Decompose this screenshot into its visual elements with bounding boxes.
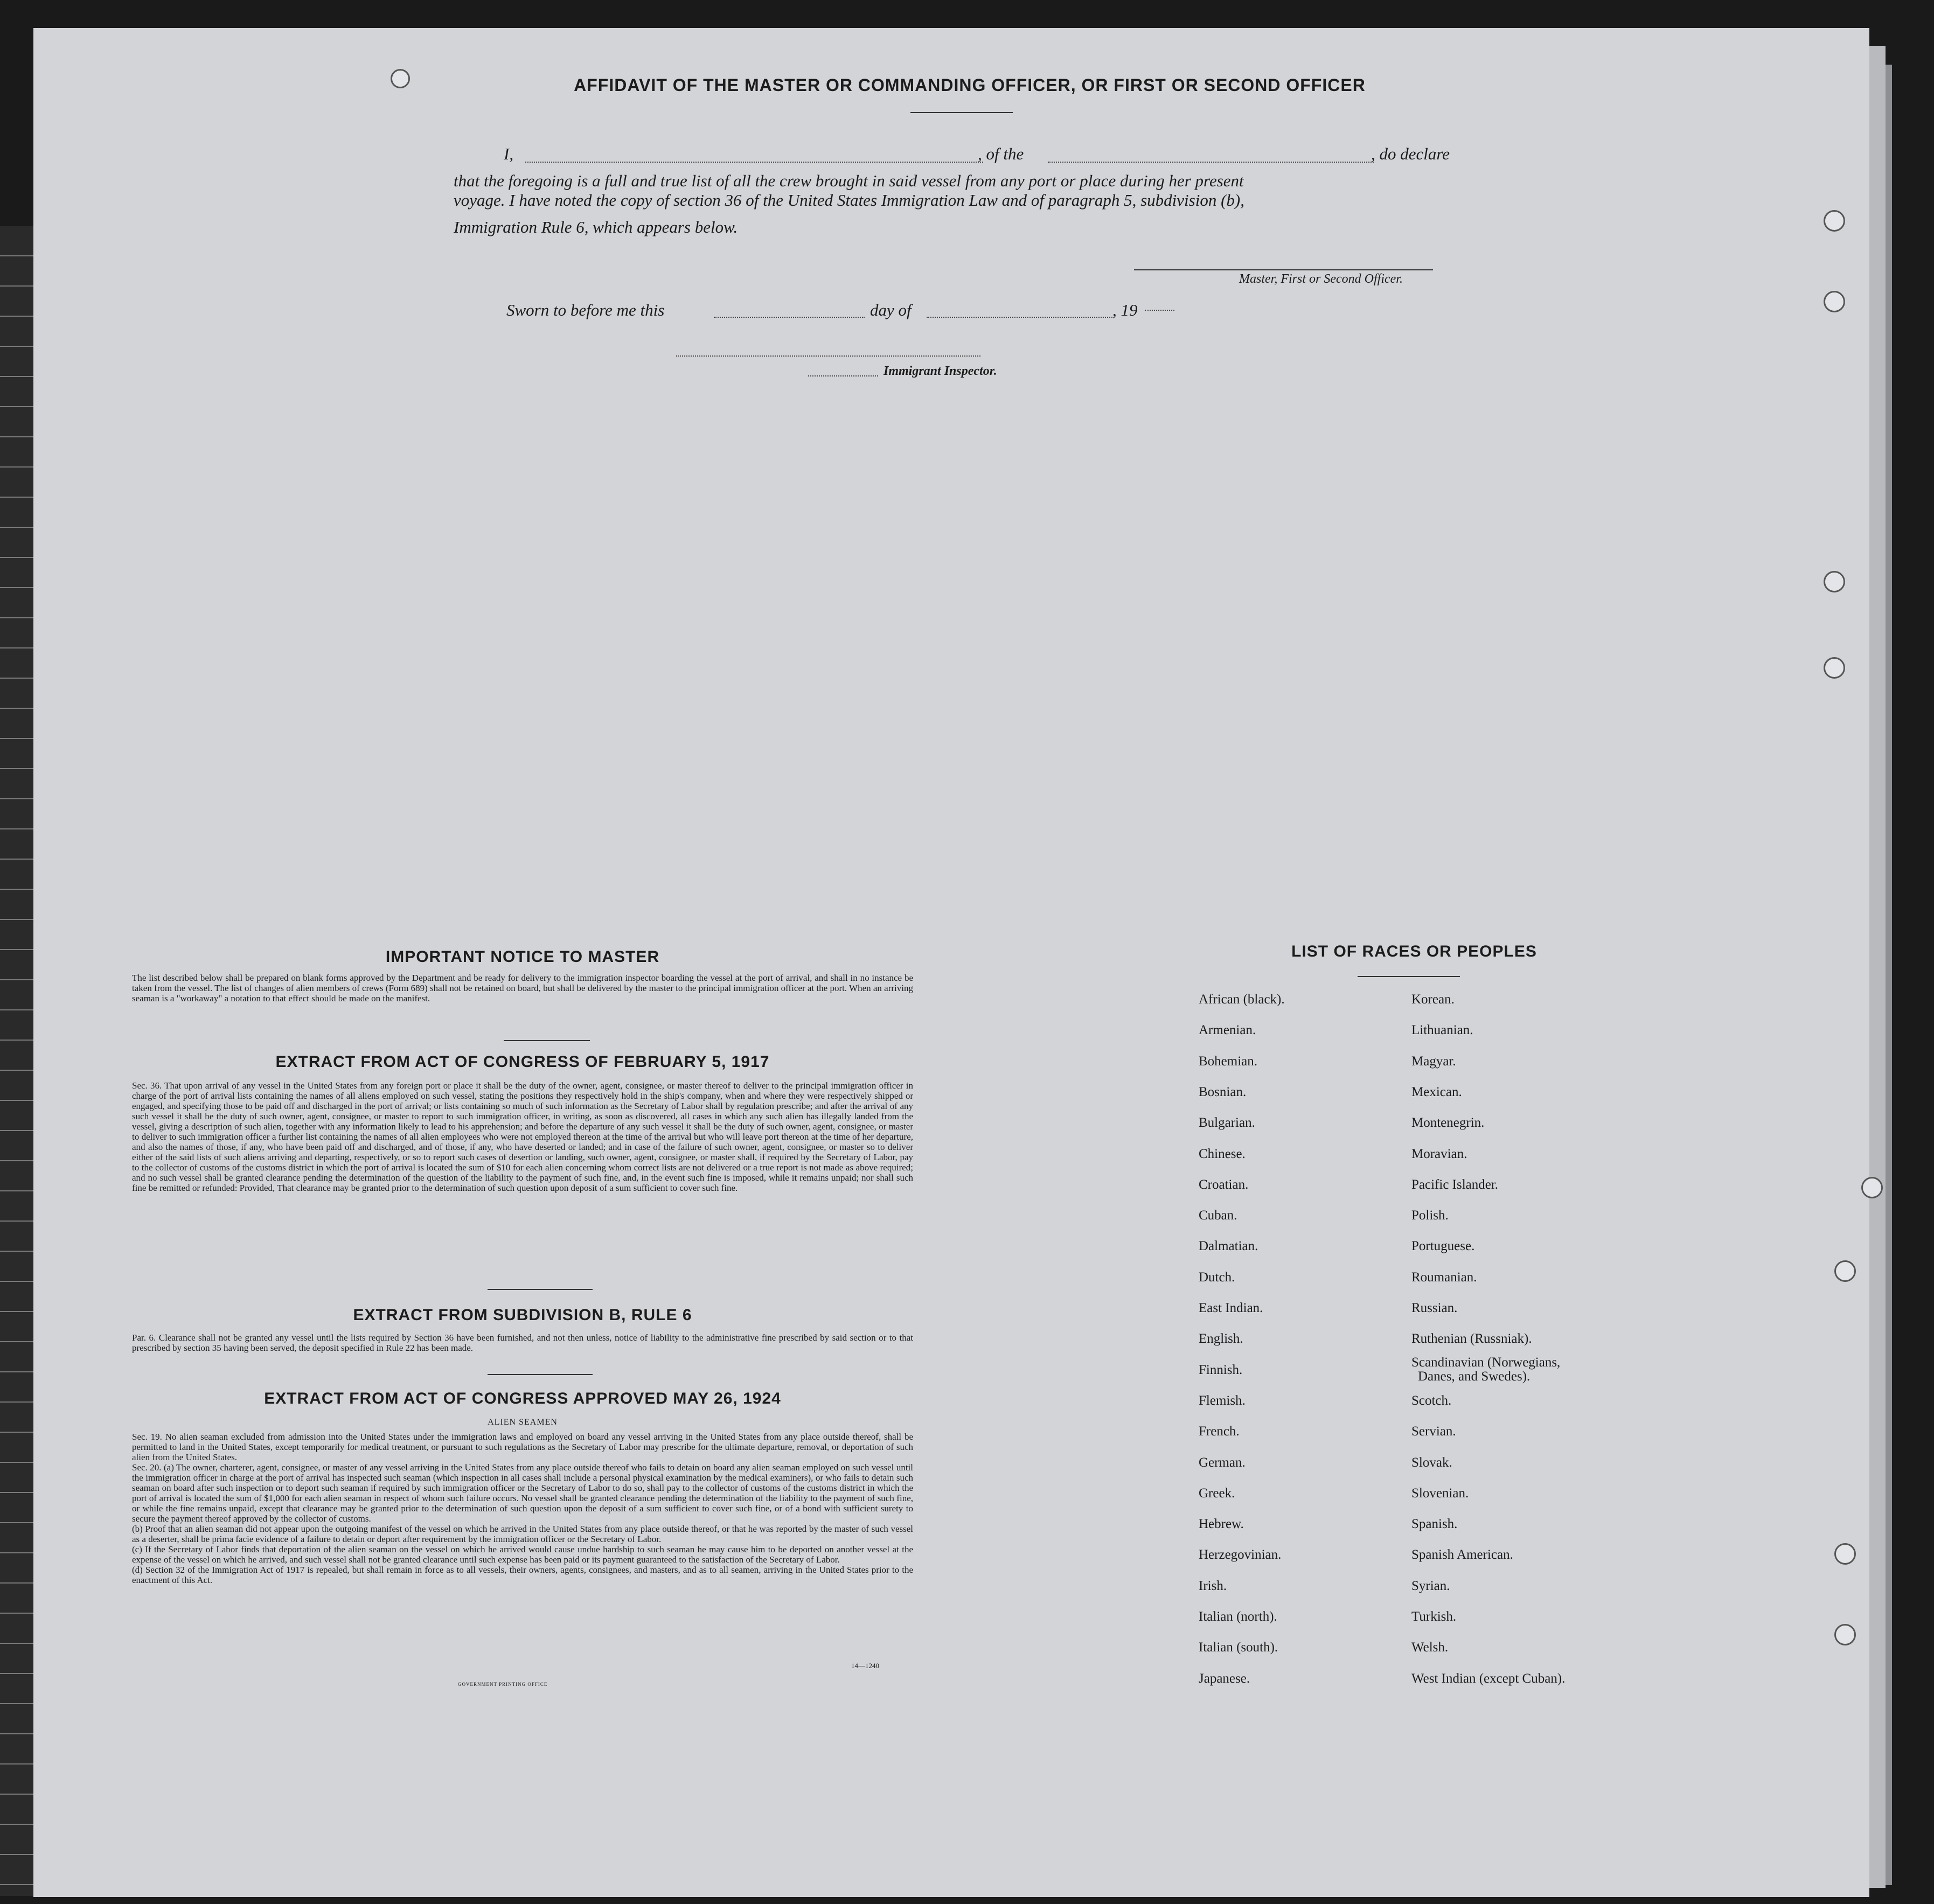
race-item: Japanese. <box>1199 1671 1250 1686</box>
affidavit-line3: voyage. I have noted the copy of section 36 of the United States Immigration Law and of paragraph 5, subdivision (b), <box>454 191 1244 210</box>
inspector-signature-lead <box>808 375 878 376</box>
extract-1924-sec20d: (d) Section 32 of the Immigration Act of 1917 is repealed, but shall remain in force as to all vessels, their owners, agents, consignees, and masters, and as to all seamen, arriving in the United States prior to the enactment of this Act. <box>132 1565 913 1585</box>
race-item: Croatian. <box>1199 1177 1249 1192</box>
race-item: Welsh. <box>1411 1640 1449 1655</box>
extract-1924-sec20b: (b) Proof that an alien seaman did not appear upon the outgoing manifest of the vessel on which he arrived in the United States from any place outside thereof, or that he was reported by the master of such vessel as a deserter, shall be prima facie evidence of a failure to detain or deport after requirement by the immigration officer or the Secretary of Labor. <box>132 1524 913 1544</box>
sworn-month-field[interactable] <box>927 317 1112 318</box>
race-item: Flemish. <box>1199 1393 1246 1408</box>
sworn-text-start: Sworn to before me this <box>506 301 665 319</box>
extract-1924-sec20a: Sec. 20. (a) The owner, charterer, agent, consignee, or master of any vessel arriving in the United States from any place outside thereof who fails to detain on board any alien seaman employed on such vessel until the immigration officer in charge at the port of arrival has inspected such seaman (which inspection in all cases shall include a personal physical examination by the medical examiners), or who fails to detain such seaman on board after such inspection or to deport such seaman if required by such immigration officer or the Secretary of Labor to do so, shall pay to the collector of customs of the customs district in which the port of arrival is located the sum of $1,000 for each alien seaman in respect of whom such failure occurs. No vessel shall be granted clearance pending the determination of the liability to the payment of such fine, or while the fine remains unpaid, except that clearance may be granted prior to the determination of such question upon the deposit of a sum sufficient to cover such fine, or of a bond with sufficient surety to secure the payment thereof approved by the collector of customs. <box>132 1462 913 1524</box>
binder-hole <box>1861 1177 1883 1198</box>
race-item: Bohemian. <box>1199 1054 1258 1069</box>
extract-1924-subtitle: ALIEN SEAMEN <box>488 1418 558 1427</box>
extract-rule6-divider <box>488 1374 593 1375</box>
underlying-page-edge-shadow <box>1886 65 1892 1885</box>
race-item: Spanish. <box>1411 1517 1458 1532</box>
sworn-text-mid: day of <box>870 301 912 319</box>
race-item: Italian (north). <box>1199 1609 1277 1624</box>
extract-1924-sec20c: (c) If the Secretary of Labor finds that deportation of the alien seaman on the vessel on which he arrived would cause undue hardship to such seaman he may cause him to be deported on another vessel at the expense of the vessel on which he arrived, and such vessel shall not be granted clearance until such expense has been paid or its payment guaranteed to the satisfaction of the Secretary of Labor. <box>132 1544 913 1565</box>
race-item: Ruthenian (Russniak). <box>1411 1331 1532 1347</box>
notice-title: IMPORTANT NOTICE TO MASTER <box>385 948 660 966</box>
race-item: Dutch. <box>1199 1270 1235 1285</box>
affidavit-title: AFFIDAVIT OF THE MASTER OR COMMANDING OFFICER, OR FIRST OR SECOND OFFICER <box>574 75 1366 95</box>
race-item: German. <box>1199 1455 1246 1470</box>
race-item: Dalmatian. <box>1199 1239 1258 1254</box>
race-item: Slovak. <box>1411 1455 1452 1470</box>
notice-text: The list described below shall be prepared on blank forms approved by the Department and be ready for delivery to the immigration inspector boarding the vessel at the port of arrival, and shall in no instance be taken from the vessel. The list of changes of alien members of crews (Form 689) shall not be retained on board, but shall be delivered by the master to the principal immigration officer at the port. When an arriving seaman is a "workaway" a notation to that effect should be made on the manifest. <box>132 973 913 1003</box>
race-item: Italian (south). <box>1199 1640 1278 1655</box>
race-item: Moravian. <box>1411 1146 1467 1161</box>
race-item: Lithuanian. <box>1411 1023 1473 1038</box>
affidavit-line1-mid: , of the <box>978 144 1024 163</box>
race-item: Mexican. <box>1411 1084 1462 1099</box>
race-item: Slovenian. <box>1411 1485 1469 1501</box>
race-item: Servian. <box>1411 1424 1456 1439</box>
race-item: Chinese. <box>1199 1146 1246 1161</box>
sworn-year-field[interactable] <box>1145 310 1174 311</box>
affidavit-line1-start: I, <box>504 144 514 163</box>
declarant-name-field[interactable] <box>525 162 983 163</box>
race-item: Magyar. <box>1411 1054 1456 1069</box>
race-item: Pacific Islander. <box>1411 1177 1499 1192</box>
notice-divider <box>504 1040 590 1041</box>
race-item-continuation: Danes, and Swedes). <box>1418 1369 1530 1384</box>
left-ledger-ruling <box>0 226 33 1896</box>
race-item: Herzegovinian. <box>1199 1547 1282 1563</box>
race-item: Turkish. <box>1411 1609 1457 1624</box>
extract-1924-sec19: Sec. 19. No alien seaman excluded from admission into the United States under the immigration laws and employed on board any vessel arriving in the United States from any place outside thereof, shall be permitted to land in the United States, except temporarily for medical treatment, or pursuant to such regulations as the Secretary of Labor may prescribe for the ultimate departure, removal, or deportation of such alien from the United States. <box>132 1432 913 1462</box>
extract-1917-text: Sec. 36. That upon arrival of any vessel in the United States from any foreign port or place it shall be the duty of the owner, agent, consignee, or master thereof to deliver to the principal immigration officer in charge of the port of arrival lists containing the names of all aliens employed on such vessel, stating the positions they respectively hold in the ship's company, when and where they were respectively shipped or engaged, and specifying those to be paid off and discharged in the port of arrival; or lists containing so much of such information as the Secretary of Labor shall by regulation prescribe; and after the arrival of any such vessel it shall be the duty of such owner, agent, consignee, or master to report to such immigration officer, in writing, as soon as discovered, all cases in which any such alien has illegally landed from the vessel, giving a description of such alien, together with any information likely to lead to his apprehension; and before the departure of any such vessel it shall be the duty of such owner, agent, consignee, or master to deliver to such immigration officer a further list containing the names of all alien employees who were not employed thereon at the time of the arrival but who will leave port thereon at the time of her departure, and also the names of those, if any, who have been paid off and discharged, and of those, if any, who have deserted or landed; and in case of the failure of such owner, agent, consignee, or master so to deliver either of the said lists of such aliens arriving and departing, respectively, or so to report such cases of desertion or landing, such owner, agent, consignee, or master shall, if required by the Secretary of Labor, pay to the collector of customs of the customs district in which the port of arrival is located the sum of $10 for each alien concerning whom correct lists are not delivered or a true report is not made as above required; and no such vessel shall be granted clearance pending the determination of the question of the liability to the payment of such fine, and, in the event such fine is imposed, while it remains unpaid; nor shall such fine be remitted or refunded: Provided, That clearance may be granted prior to the determination of such question upon deposit of a sum sufficient to cover such fine. <box>132 1080 913 1193</box>
officer-signature-line[interactable] <box>1134 269 1433 270</box>
race-item: Montenegrin. <box>1411 1115 1485 1131</box>
race-item: Irish. <box>1199 1578 1227 1593</box>
binder-hole <box>1824 291 1845 312</box>
inspector-label: Immigrant Inspector. <box>883 364 997 378</box>
race-item: Russian. <box>1411 1301 1458 1315</box>
extract-1917-title: EXTRACT FROM ACT OF CONGRESS OF FEBRUARY 5, 1917 <box>275 1053 770 1071</box>
binder-hole <box>1834 1624 1856 1645</box>
binder-hole <box>1834 1543 1856 1565</box>
affidavit-line1-end: , do declare <box>1371 144 1450 163</box>
race-item: Greek. <box>1199 1485 1235 1501</box>
races-title: LIST OF RACES OR PEOPLES <box>1291 943 1537 960</box>
race-item: Korean. <box>1411 992 1455 1007</box>
binder-hole <box>391 69 410 88</box>
race-item: Bulgarian. <box>1199 1115 1255 1131</box>
binder-hole <box>1824 657 1845 679</box>
sworn-day-field[interactable] <box>714 317 865 318</box>
printer-imprint: GOVERNMENT PRINTING OFFICE <box>458 1682 548 1687</box>
race-item: Spanish American. <box>1411 1547 1513 1563</box>
race-item: Portuguese. <box>1411 1239 1475 1254</box>
extract-rule6-text: Par. 6. Clearance shall not be granted any vessel until the lists required by Section 36 have been furnished, and not then unless, notice of liability to the administrative fine prescribed by said section or to that prescribed by section 35 having been served, the deposit specified in Rule 22 has been made. <box>132 1333 913 1353</box>
race-item: Scotch. <box>1411 1393 1452 1408</box>
title-underline <box>910 112 1013 113</box>
race-item: African (black). <box>1199 992 1285 1007</box>
extract-1924-title: EXTRACT FROM ACT OF CONGRESS APPROVED MAY 26, 1924 <box>264 1390 781 1407</box>
extract-1917-divider <box>488 1289 593 1290</box>
inspector-signature-line[interactable] <box>676 355 980 357</box>
binder-hole <box>1834 1260 1856 1282</box>
affidavit-line4: Immigration Rule 6, which appears below. <box>454 218 738 236</box>
extract-1924-body <box>132 1432 913 1585</box>
race-item: English. <box>1199 1331 1243 1347</box>
affidavit-line2: that the foregoing is a full and true list of all the crew brought in said vessel from any port or place during her present <box>454 171 1244 190</box>
race-item: Cuban. <box>1199 1208 1237 1223</box>
race-item: Bosnian. <box>1199 1084 1247 1099</box>
races-title-underline <box>1358 976 1460 977</box>
vessel-name-field[interactable] <box>1048 162 1374 163</box>
sworn-text-end: , 19 <box>1112 301 1138 319</box>
binder-hole <box>1824 210 1845 232</box>
underlying-page-edge <box>1869 46 1886 1888</box>
race-item: French. <box>1199 1424 1240 1439</box>
race-item: Hebrew. <box>1199 1517 1244 1532</box>
form-number: 14—1240 <box>851 1662 879 1670</box>
race-item: Finnish. <box>1199 1362 1243 1377</box>
officer-signature-label: Master, First or Second Officer. <box>1239 272 1403 286</box>
extract-rule6-title: EXTRACT FROM SUBDIVISION B, RULE 6 <box>353 1306 692 1324</box>
race-item: Polish. <box>1411 1208 1449 1223</box>
race-item: Scandinavian (Norwegians, <box>1411 1355 1561 1370</box>
race-item: Syrian. <box>1411 1578 1450 1593</box>
binder-hole <box>1824 571 1845 592</box>
race-item: Roumanian. <box>1411 1270 1477 1285</box>
race-item: Armenian. <box>1199 1023 1256 1038</box>
race-item: West Indian (except Cuban). <box>1411 1671 1566 1686</box>
race-item: East Indian. <box>1199 1301 1263 1315</box>
